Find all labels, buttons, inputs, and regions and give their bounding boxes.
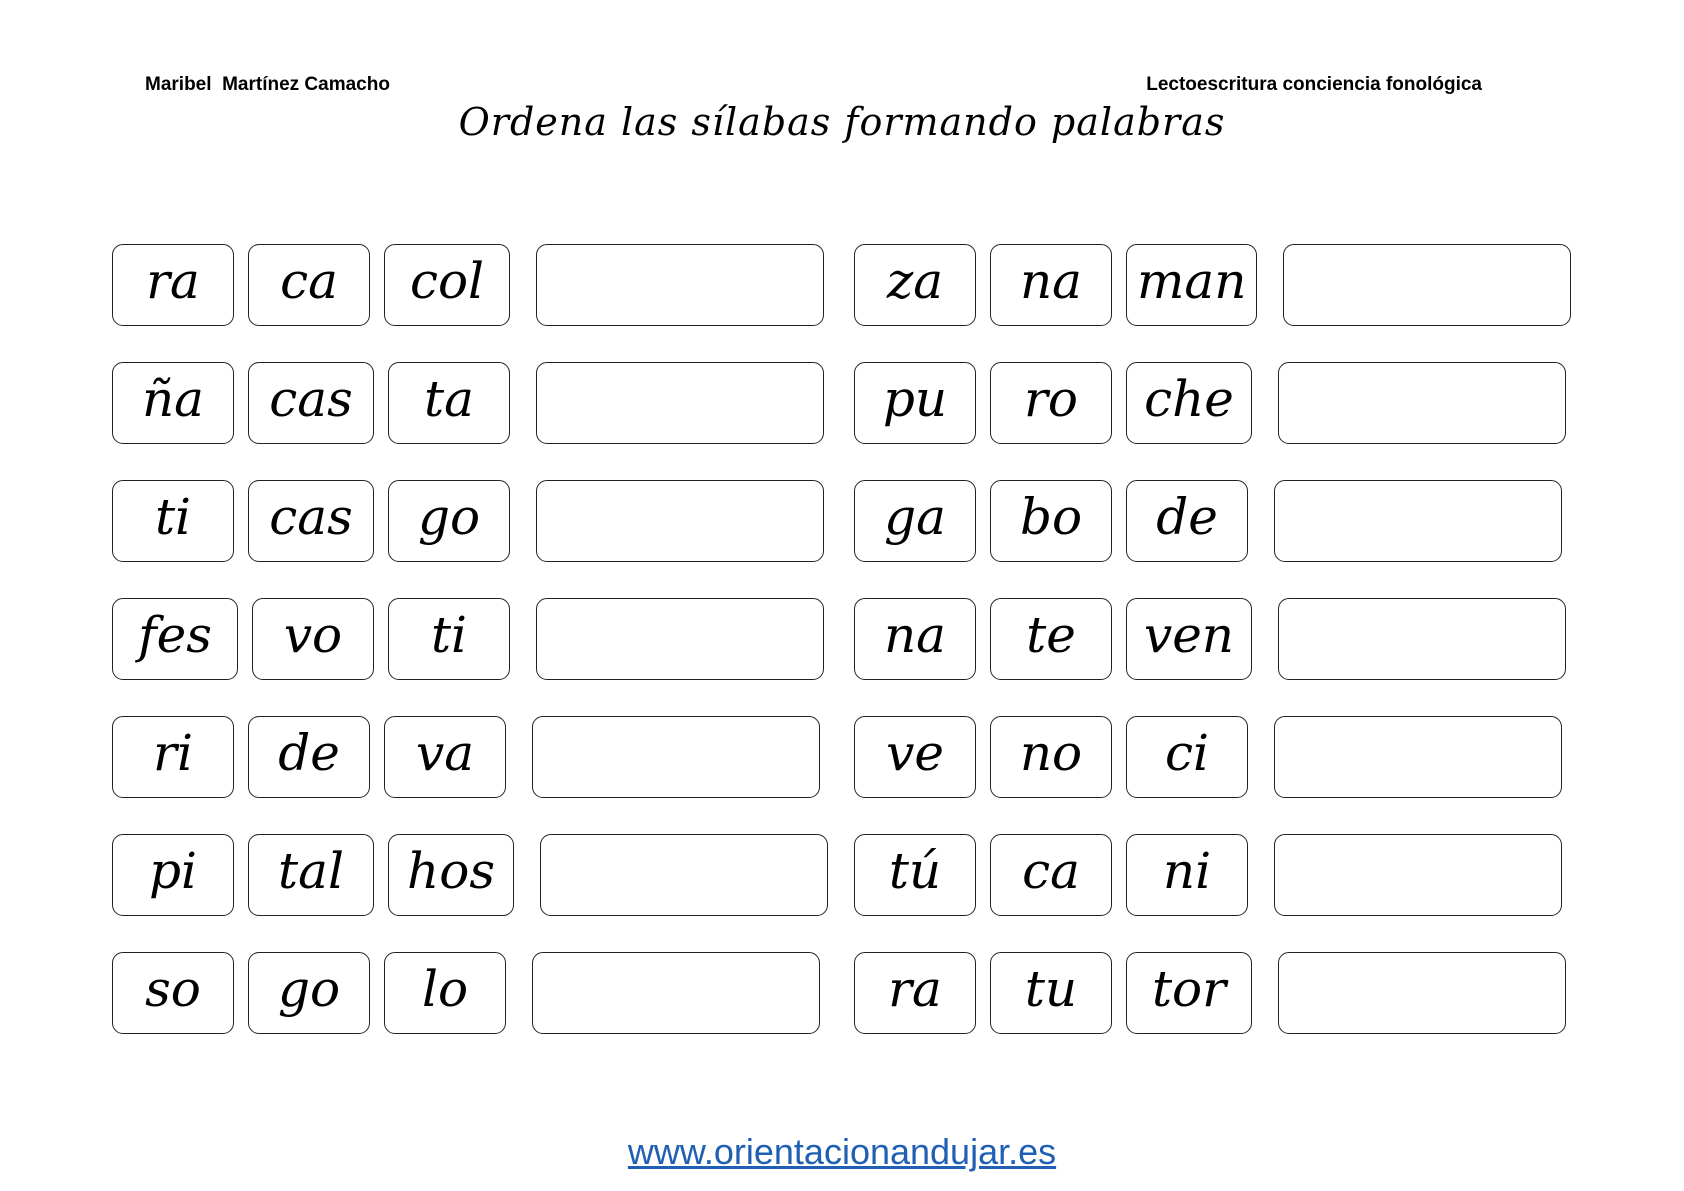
answer-input[interactable] (1283, 244, 1571, 326)
author-name: Maribel Martínez Camacho (145, 74, 390, 95)
footer (0, 1131, 1684, 1173)
syllable-card[interactable]: tu (990, 952, 1112, 1034)
exercise-row (854, 360, 1572, 446)
syllable-card[interactable]: te (990, 598, 1112, 680)
exercise-row (112, 478, 830, 564)
syllable-card[interactable]: za (854, 244, 976, 326)
syllable-card[interactable]: lo (384, 952, 506, 1034)
answer-input[interactable] (1274, 480, 1562, 562)
answer-input[interactable] (1278, 952, 1566, 1034)
syllable-card[interactable]: ña (112, 362, 234, 444)
syllable-card[interactable]: tor (1126, 952, 1252, 1034)
syllable-card[interactable]: so (112, 952, 234, 1034)
answer-input[interactable] (1274, 834, 1562, 916)
website-link[interactable]: www.orientacionandujar.es (627, 1131, 1057, 1172)
syllable-card[interactable]: pi (112, 834, 234, 916)
syllable-card[interactable]: ra (112, 244, 234, 326)
syllable-card[interactable]: ve (854, 716, 976, 798)
answer-input[interactable] (536, 480, 824, 562)
syllable-card[interactable]: ci (1126, 716, 1248, 798)
answer-input[interactable] (1278, 362, 1566, 444)
exercise-row (112, 832, 830, 918)
syllable-card[interactable]: go (248, 952, 370, 1034)
exercise-row (854, 242, 1572, 328)
syllable-card[interactable]: ven (1126, 598, 1252, 680)
syllable-card[interactable]: tal (248, 834, 374, 916)
syllable-card[interactable]: fes (112, 598, 238, 680)
exercise-grid (112, 242, 1572, 1036)
syllable-card[interactable]: vo (252, 598, 374, 680)
worksheet-title: Ordena las sílabas formando palabras (458, 100, 1226, 144)
answer-input[interactable] (536, 244, 824, 326)
syllable-card[interactable]: na (990, 244, 1112, 326)
exercise-row (112, 360, 830, 446)
answer-input[interactable] (532, 716, 820, 798)
exercise-row (112, 596, 830, 682)
syllable-card[interactable]: ca (248, 244, 370, 326)
syllable-card[interactable]: ca (990, 834, 1112, 916)
syllable-card[interactable]: ta (388, 362, 510, 444)
worksheet-subject: Lectoescritura conciencia fonológica (1146, 74, 1482, 95)
answer-input[interactable] (1274, 716, 1562, 798)
syllable-card[interactable]: no (990, 716, 1112, 798)
syllable-card[interactable]: ro (990, 362, 1112, 444)
syllable-card[interactable]: ti (112, 480, 234, 562)
answer-input[interactable] (540, 834, 828, 916)
syllable-card[interactable]: pu (854, 362, 976, 444)
exercise-row (854, 950, 1572, 1036)
exercise-row (854, 596, 1572, 682)
exercise-row (854, 832, 1572, 918)
syllable-card[interactable]: col (384, 244, 510, 326)
exercise-row (112, 242, 830, 328)
syllable-card[interactable]: ti (388, 598, 510, 680)
syllable-card[interactable]: cas (248, 480, 374, 562)
answer-input[interactable] (1278, 598, 1566, 680)
exercise-row (112, 714, 830, 800)
answer-input[interactable] (536, 362, 824, 444)
exercise-row (112, 950, 830, 1036)
syllable-card[interactable]: ga (854, 480, 976, 562)
syllable-card[interactable]: che (1126, 362, 1252, 444)
syllable-card[interactable]: ni (1126, 834, 1248, 916)
answer-input[interactable] (536, 598, 824, 680)
answer-input[interactable] (532, 952, 820, 1034)
exercise-row (854, 478, 1572, 564)
syllable-card[interactable]: bo (990, 480, 1112, 562)
syllable-card[interactable]: ri (112, 716, 234, 798)
syllable-card[interactable]: go (388, 480, 510, 562)
syllable-card[interactable]: tú (854, 834, 976, 916)
syllable-card[interactable]: hos (388, 834, 514, 916)
syllable-card[interactable]: de (248, 716, 370, 798)
syllable-card[interactable]: man (1126, 244, 1257, 326)
syllable-card[interactable]: va (384, 716, 506, 798)
syllable-card[interactable]: na (854, 598, 976, 680)
syllable-card[interactable]: ra (854, 952, 976, 1034)
syllable-card[interactable]: de (1126, 480, 1248, 562)
syllable-card[interactable]: cas (248, 362, 374, 444)
exercise-row (854, 714, 1572, 800)
